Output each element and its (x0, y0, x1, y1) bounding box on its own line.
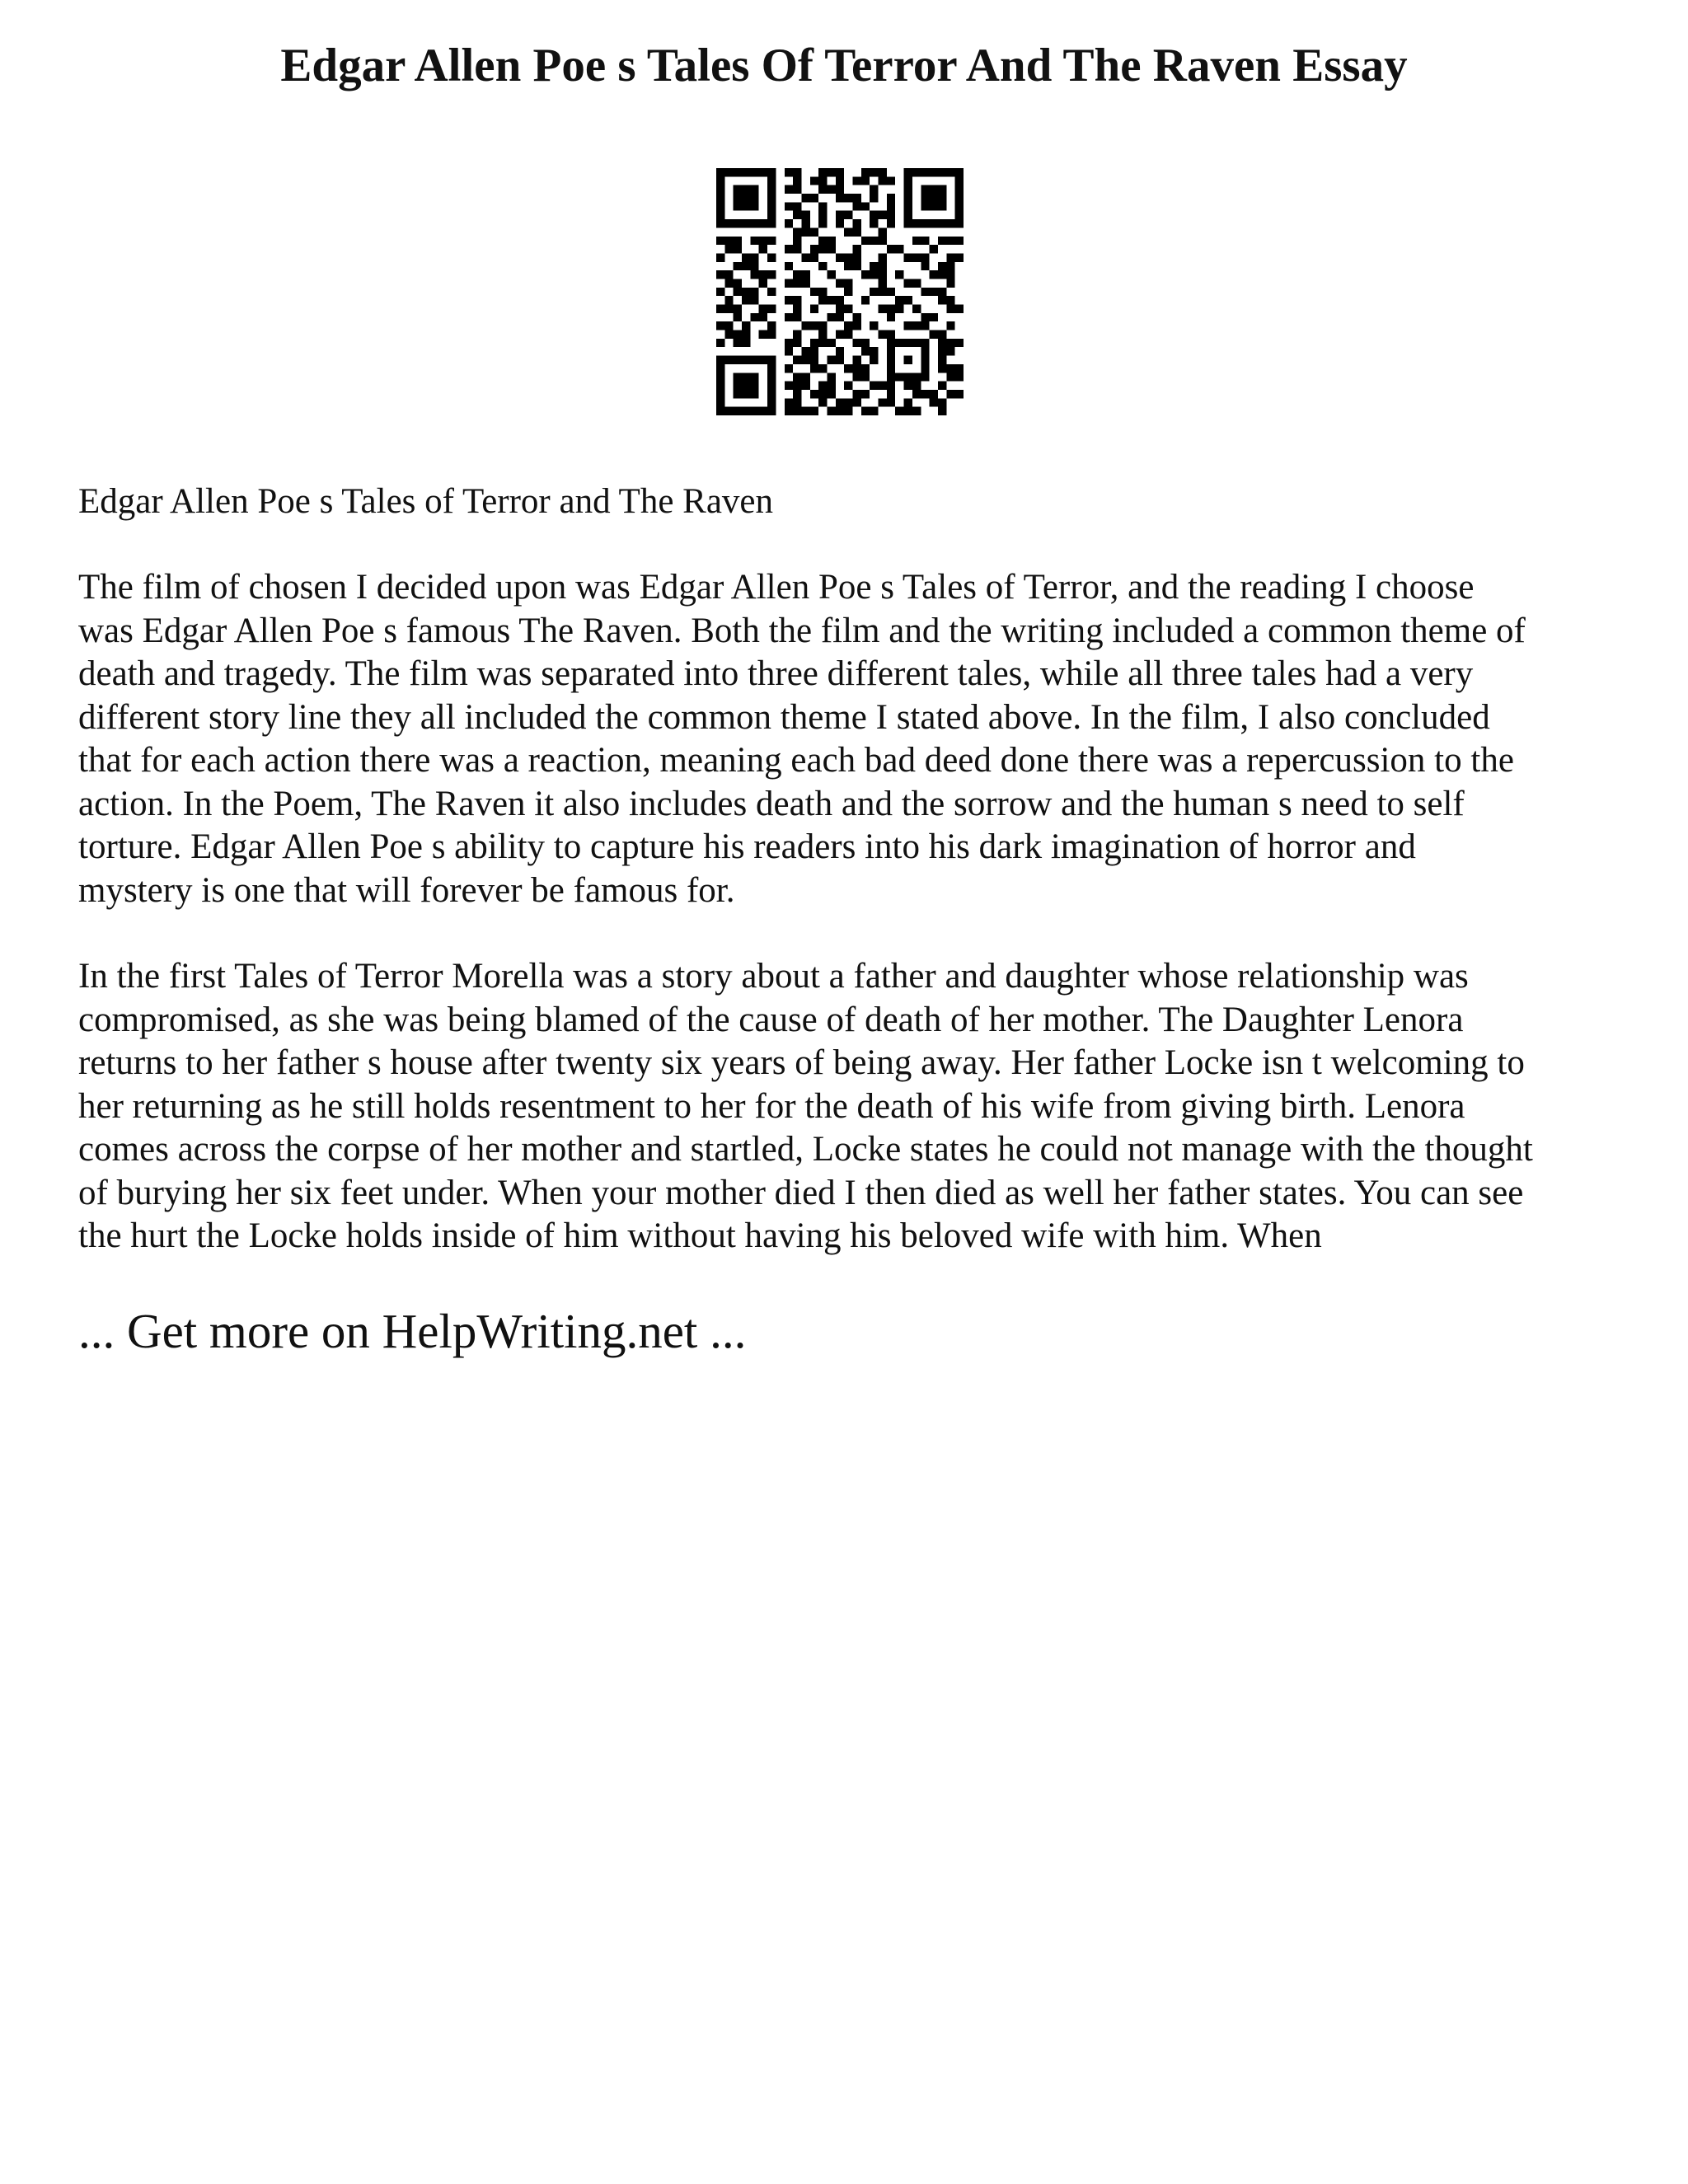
paragraph-line: that for each action there was a reaction, meaning each bad deed done there was a repercussion to the (78, 741, 1514, 780)
paragraph-line: of burying her six feet under. When your mother died I then died as well her father states. You can see (78, 1173, 1524, 1212)
paragraph-line: her returning as he still holds resentment to her for the death of his wife from giving birth. Lenora (78, 1086, 1465, 1126)
document-body (78, 480, 1628, 1361)
paragraph-line: In the first Tales of Terror Morella was a story about a father and daughter whose relationship was (78, 957, 1469, 996)
paragraph-line: the hurt the Locke holds inside of him without having his beloved wife with him. When (78, 1216, 1322, 1255)
paragraph-line: returns to her father s house after twenty six years of being away. Her father Locke isn t welcoming to (78, 1043, 1525, 1082)
paragraph-line: action. In the Poem, The Raven it also includes death and the sorrow and the human s need to self (78, 784, 1465, 823)
get-more-link[interactable]: ... Get more on HelpWriting.net ... (78, 1303, 747, 1358)
qr-code-icon (716, 168, 964, 415)
document-title: Edgar Allen Poe s Tales Of Terror And The Raven Essay (280, 40, 1408, 91)
paragraph-line: comes across the corpse of her mother and startled, Locke states he could not manage with the thought (78, 1130, 1533, 1169)
paragraph-line: The film of chosen I decided upon was Edgar Allen Poe s Tales of Terror, and the reading I choose (78, 568, 1475, 607)
paragraph-line: was Edgar Allen Poe s famous The Raven. Both the film and the writing included a common theme of (78, 611, 1526, 650)
document-subtitle: Edgar Allen Poe s Tales of Terror and The Raven (78, 482, 774, 521)
paragraph-line: death and tragedy. The film was separated into three different tales, while all three tales had a very (78, 654, 1474, 693)
paragraph-line: mystery is one that will forever be famous for. (78, 870, 735, 910)
paragraph-line: torture. Edgar Allen Poe s ability to capture his readers into his dark imagination of horror and (78, 827, 1416, 866)
paragraph-line: different story line they all included the common theme I stated above. In the film, I also concluded (78, 697, 1490, 737)
qr-code-graphic (716, 168, 964, 415)
paragraph-2 (78, 955, 1628, 1258)
paragraph-1 (78, 566, 1628, 912)
paragraph-line: compromised, as she was being blamed of the cause of death of her mother. The Daughter Lenora (78, 1000, 1464, 1039)
